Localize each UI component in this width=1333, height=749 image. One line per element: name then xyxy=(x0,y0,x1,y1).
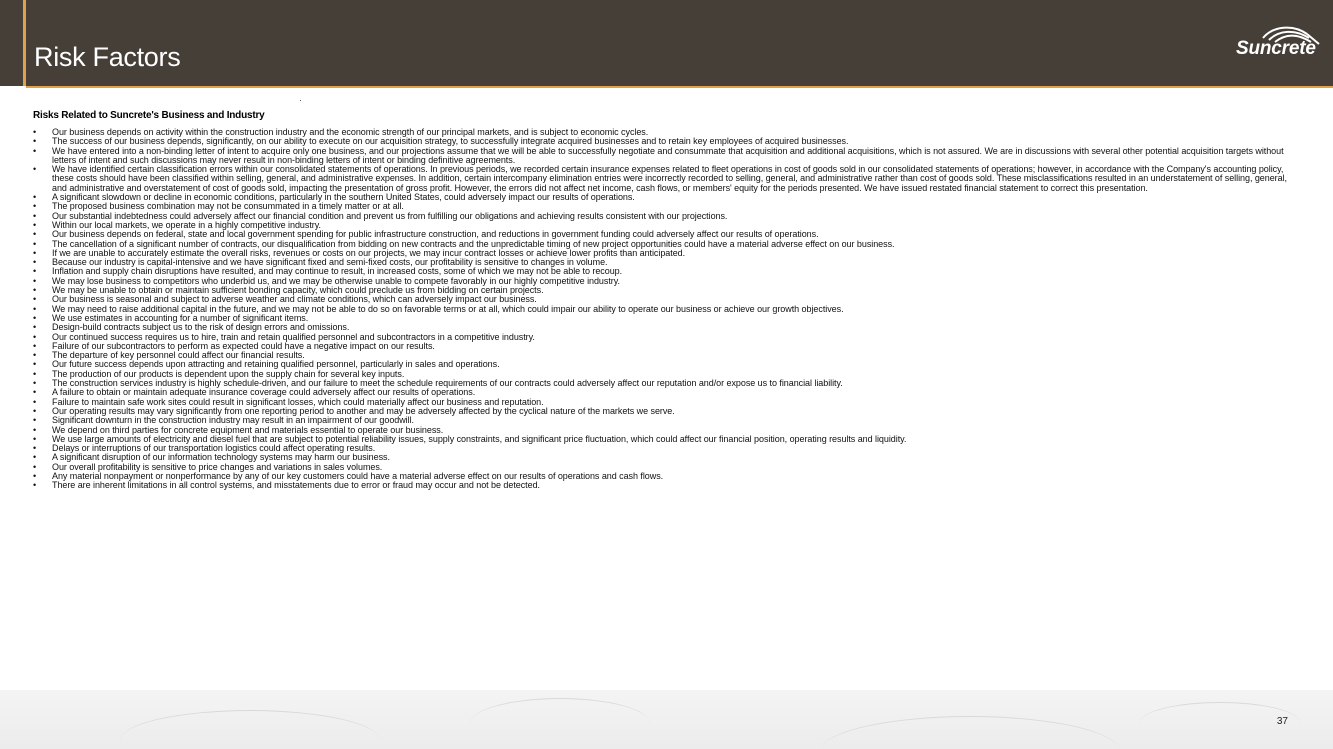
risk-text: The construction services industry is highly schedule-driven, and our failure to meet the schedule requirements of our contracts could adversely affect our reputation and/or expose us to financial liability. xyxy=(52,378,843,389)
bullet-icon: • xyxy=(33,145,37,156)
texture-line xyxy=(470,698,650,749)
slide-header xyxy=(0,0,1333,86)
bullet-icon: • xyxy=(33,257,37,268)
risk-text: Our future success depends upon attracting and retaining qualified personnel, particularly in sales and operations. xyxy=(52,359,500,370)
page-title: Risk Factors xyxy=(34,42,181,72)
risk-text: Because our industry is capital-intensive and we have significant fixed and semi-fixed costs, our profitability is sensitive to changes in volume. xyxy=(52,257,608,268)
risk-text: Our business depends on activity within the construction industry and the economic strength of our principal markets, and is subject to economic cycles. xyxy=(52,127,649,137)
risk-list xyxy=(33,128,1293,491)
bullet-icon: • xyxy=(33,312,37,323)
risk-text: We may lose business to competitors who underbid us, and we may be otherwise unable to compete favorably in our highly competitive industry. xyxy=(52,275,620,286)
bullet-icon: • xyxy=(33,294,37,305)
risk-text: Our business is seasonal and subject to adverse weather and climate conditions, which can adversely impact our business. xyxy=(52,294,537,305)
bullet-icon: • xyxy=(33,136,37,147)
bullet-icon: • xyxy=(33,266,37,277)
bullet-icon: • xyxy=(33,331,37,342)
bullet-icon: • xyxy=(33,275,37,286)
bullet-icon: • xyxy=(33,201,37,212)
bullet-icon: • xyxy=(33,359,37,370)
bullet-icon: • xyxy=(33,303,37,314)
risk-text: Design-build contracts subject us to the risk of design errors and omissions. xyxy=(52,322,350,333)
bullet-icon: • xyxy=(33,405,37,416)
risk-text: A significant slowdown or decline in economic conditions, particularly in the southern United States, could adversely impact our results of operations. xyxy=(52,192,635,203)
bullet-icon: • xyxy=(33,285,37,296)
risk-text: Our business depends on federal, state and local government spending for public infrastructure construction, and reductions in government funding could adversely affect our results of operations. xyxy=(52,229,819,240)
risk-text: The departure of key personnel could affect our financial results. xyxy=(52,350,305,361)
bullet-icon: • xyxy=(33,322,37,333)
risk-text: Our overall profitability is sensitive to price changes and variations in sales volumes. xyxy=(52,461,383,472)
bullet-icon: • xyxy=(33,461,37,472)
concrete-texture-footer xyxy=(0,690,1333,749)
risk-text: If we are unable to accurately estimate the overall risks, revenues or costs on our projects, we may incur contract losses or achieve lower profits than anticipated. xyxy=(52,247,686,258)
risk-text: Within our local markets, we operate in a highly competitive industry. xyxy=(52,219,321,230)
stray-dot xyxy=(300,100,301,101)
bullet-icon: • xyxy=(33,192,37,203)
bullet-icon: • xyxy=(33,470,37,481)
risk-text: The success of our business depends, significantly, on our ability to execute on our acquisition strategy, to successfully integrate acquired businesses and to retain key employees of acquired businesses. xyxy=(52,136,849,147)
logo-wordmark: Suncrete xyxy=(1236,38,1316,59)
risk-text: Inflation and supply chain disruptions have resulted, and may continue to result, in increased costs, some of which we may not be able to recoup. xyxy=(52,266,623,277)
risk-text: Delays or interruptions of our transportation logistics could affect operating results. xyxy=(52,443,376,454)
page-number: 37 xyxy=(1276,716,1288,727)
risk-text: We have identified certain classification errors within our consolidated statements of operations. In previous periods, we recorded certain insurance expenses related to fleet operations in cost of goods sold in our consolidated statements of operations; however, in accordance with the Company's accounting policy, these costs should have been classified within selling, general, and administrative expenses. In addition, certain intercompany elimination entries were incorrectly recorded to selling, general, and administrative rather than cost of goods sold. These misclassifications resulted in an understatement of selling, general, and administrative and overstatement of cost of goods sold, impacting the presentation of gross profit. However, the errors did not affect net income, cash flows, or members' equity for the periods presented. We have issued restated financial statement to correct this presentation. xyxy=(52,164,1287,193)
bullet-icon: • xyxy=(33,433,37,444)
bullet-icon: • xyxy=(33,127,37,137)
bullet-icon: • xyxy=(33,164,37,175)
risk-text: A failure to obtain or maintain adequate insurance coverage could adversely affect our results of operations. xyxy=(52,387,476,398)
risk-text: We may need to raise additional capital in the future, and we may not be able to do so on favorable terms or at all, which could impair our ability to operate our business or achieve our growth objectives. xyxy=(52,303,844,314)
risk-text: The proposed business combination may not be consummated in a timely matter or at all. xyxy=(52,201,404,212)
risk-text: Any material nonpayment or nonperformance by any of our key customers could have a material adverse effect on our results of operations and cash flows. xyxy=(52,470,664,481)
risk-content xyxy=(33,110,1293,491)
risk-text: We have entered into a non-binding letter of intent to acquire only one business, and our projections assume that we will be able to successfully negotiate and consummate that acquisition and additional acquisitions, which is not assured. We are in discussions with several other potential acquisition targets without letters of intent and such discussions may never result in non-binding letters of intent or binding definitive agreements. xyxy=(52,145,1284,165)
risk-text: We may be unable to obtain or maintain sufficient bonding capacity, which could preclude us from bidding on certain projects. xyxy=(52,285,544,296)
texture-line xyxy=(820,716,1120,749)
risk-text: We use large amounts of electricity and diesel fuel that are subject to potential reliability issues, supply constraints, and significant price fluctuation, which could affect our financial position, operating results and liquidity. xyxy=(52,433,907,444)
risk-text: Our continued success requires us to hire, train and retain qualified personnel and subcontractors in a competitive industry. xyxy=(52,331,535,342)
risk-text: Our operating results may vary significantly from one reporting period to another and may be adversely affected by the cyclical nature of the markets we serve. xyxy=(52,405,675,416)
risk-text: The production of our products is dependent upon the supply chain for several key inputs. xyxy=(52,368,405,379)
risk-text: Our substantial indebtedness could adversely affect our financial condition and prevent us from fulfilling our obligations and achieving results consistent with our projections. xyxy=(52,210,728,221)
risk-text: Failure to maintain safe work sites could result in significant losses, which could materially affect our business and reputation. xyxy=(52,396,544,407)
risk-item xyxy=(33,481,1293,490)
suncrete-logo xyxy=(1233,24,1323,64)
risk-text: We depend on third parties for concrete equipment and materials essential to operate our business. xyxy=(52,424,444,435)
bullet-icon: • xyxy=(33,368,37,379)
bullet-icon: • xyxy=(33,480,37,491)
bullet-icon: • xyxy=(33,415,37,426)
bullet-icon: • xyxy=(33,350,37,361)
header-accent-underline xyxy=(26,86,1333,88)
risk-text: The cancellation of a significant number of contracts, our disqualification from bidding on new contracts and the unpredictable timing of new project opportunities could have a material adverse effect on our business. xyxy=(52,238,895,249)
risk-item xyxy=(33,165,1293,193)
bullet-icon: • xyxy=(33,247,37,258)
bullet-icon: • xyxy=(33,452,37,463)
section-heading: Risks Related to Suncrete's Business and Industry xyxy=(33,110,265,121)
risk-text: A significant disruption of our information technology systems may harm our business. xyxy=(52,452,390,463)
bullet-icon: • xyxy=(33,219,37,230)
bullet-icon: • xyxy=(33,378,37,389)
risk-text: Failure of our subcontractors to perform as expected could have a negative impact on our results. xyxy=(52,340,435,351)
bullet-icon: • xyxy=(33,387,37,398)
risk-text: There are inherent limitations in all control systems, and misstatements due to error or fraud may occur and not be detected. xyxy=(52,480,540,491)
risk-text: Significant downturn in the construction industry may result in an impairment of our goodwill. xyxy=(52,415,414,426)
header-accent-bar xyxy=(23,0,26,86)
bullet-icon: • xyxy=(33,229,37,240)
risk-item xyxy=(33,147,1293,166)
bullet-icon: • xyxy=(33,396,37,407)
texture-line xyxy=(120,710,380,749)
bullet-icon: • xyxy=(33,424,37,435)
bullet-icon: • xyxy=(33,238,37,249)
risk-text: We use estimates in accounting for a number of significant items. xyxy=(52,312,309,323)
bullet-icon: • xyxy=(33,443,37,454)
bullet-icon: • xyxy=(33,210,37,221)
bullet-icon: • xyxy=(33,340,37,351)
